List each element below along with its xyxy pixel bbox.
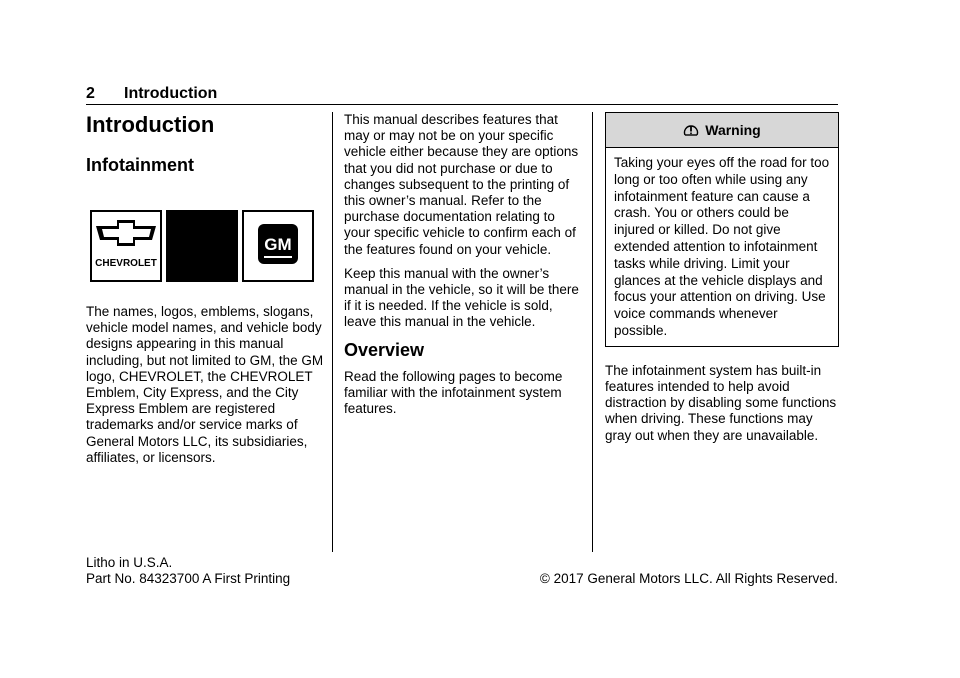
footer-part-number: Part No. 84323700 A First Printing [86, 571, 291, 586]
column-middle [344, 112, 584, 425]
chevrolet-logo [90, 210, 162, 282]
page-title: Introduction [86, 112, 215, 137]
column-left [86, 112, 326, 474]
page-header [86, 84, 838, 105]
blank-logo-tile [166, 210, 238, 282]
keep-manual-paragraph: Keep this manual with the owner’s manual in the vehicle, so it will be there if it is needed. If the vehicle is sold, leave this manual in the vehicle. [344, 265, 579, 330]
trademark-paragraph: The names, logos, emblems, slogans, vehicle model names, and vehicle body designs appearing in this manual including, but not limited to GM, the GM logo, CHEVROLET, the CHEVROLET Emblem, City Express, and the City Express Emblem are registered trademarks and/or service marks of General Motors LLC, its subsidiaries, affiliates, or licensors. [86, 304, 324, 465]
warning-header [606, 113, 838, 148]
warning-title: Warning [705, 122, 761, 138]
overview-paragraph: Read the following pages to become familiar with the infotainment system features. [344, 368, 563, 417]
chevrolet-logo-text: CHEVROLET [95, 258, 157, 269]
brand-logos [90, 210, 326, 282]
column-divider-1 [332, 112, 333, 552]
gm-emblem-icon [244, 212, 312, 280]
column-divider-2 [592, 112, 593, 552]
warning-icon [683, 122, 699, 138]
column-right [605, 112, 839, 452]
distraction-paragraph: The infotainment system has built-in features intended to help avoid distraction by disabling some functions when driving. These functions may gray out when they are unavailable. [605, 362, 837, 443]
warning-body [606, 148, 838, 346]
gm-logo [242, 210, 314, 282]
running-section-title: Introduction [124, 85, 218, 102]
manual-description-paragraph: This manual describes features that may or may not be on your specific vehicle either because they are options that you did not purchase or due to changes subsequent to the printing of this owner’s manual. Refer to the purchase documentation relating to your specific vehicle to confirm each of the features found on your vehicle. [344, 112, 579, 257]
warning-text: Taking your eyes off the road for too long or too often while using any infotainment feature can cause a crash. You or others could be injured or killed. Do not give extended attention to infotainment tasks while driving. Limit your glances at the vehicle displays and focus your attention on driving. Use voice commands whenever possible. [614, 155, 830, 338]
footer-litho: Litho in U.S.A. [86, 555, 173, 570]
section-heading-infotainment: Infotainment [86, 155, 194, 175]
chevrolet-bowtie-icon [92, 212, 160, 280]
gm-logo-text: GM [264, 235, 292, 254]
footer-copyright: © 2017 General Motors LLC. All Rights Reserved. [539, 571, 838, 586]
warning-box [605, 112, 839, 347]
page-number: 2 [86, 85, 95, 102]
section-heading-overview: Overview [344, 339, 425, 360]
